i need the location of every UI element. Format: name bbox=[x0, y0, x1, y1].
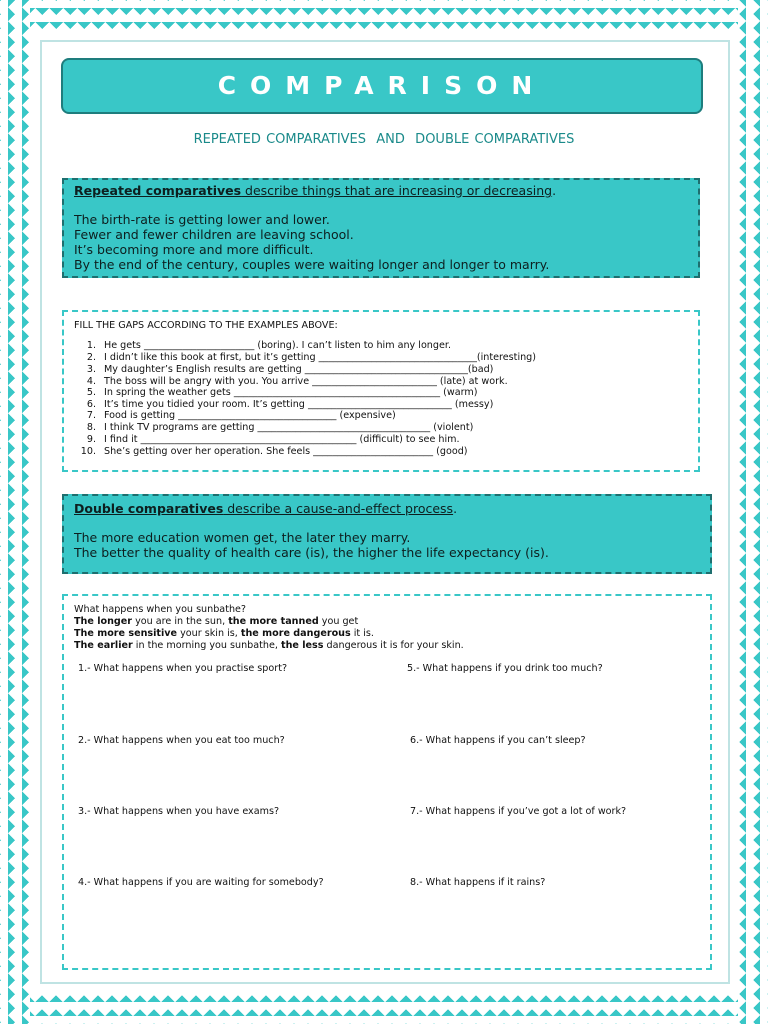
gap-item: 8. I think TV programs are getting ____________________________________ (violent) bbox=[86, 422, 474, 433]
zigzag-border-bottom bbox=[0, 994, 768, 1024]
repeated-example-2: Fewer and fewer children are leaving school. bbox=[74, 227, 354, 242]
fill-gaps-instruction: FILL THE GAPS ACCORDING TO THE EXAMPLES ABOVE: bbox=[74, 320, 338, 331]
question-1: 1.- What happens when you practise sport? bbox=[78, 663, 288, 674]
zigzag-border-top bbox=[0, 0, 768, 30]
sunbathe-example-3: The earlier in the morning you sunbathe, the less dangerous it is for your skin. bbox=[74, 640, 464, 651]
double-comparatives-box bbox=[62, 494, 712, 574]
repeated-example-1: The birth-rate is getting lower and lower. bbox=[74, 212, 330, 227]
question-2: 2.- What happens when you eat too much? bbox=[78, 735, 285, 746]
repeated-comparatives-box bbox=[62, 178, 700, 278]
fill-gaps-exercise-box bbox=[62, 310, 700, 472]
question-4: 4.- What happens if you are waiting for somebody? bbox=[78, 877, 324, 888]
double-term: Double comparatives bbox=[74, 501, 224, 516]
repeated-definition-text: describe things that are increasing or decreasing bbox=[241, 183, 553, 198]
zigzag-border-right bbox=[738, 0, 768, 1024]
questions-exercise-box bbox=[62, 594, 712, 970]
double-definition-text: describe a cause-and-effect process bbox=[223, 501, 454, 516]
zigzag-border-left bbox=[0, 0, 30, 1024]
double-definition: Double comparatives describe a cause-and-effect process. bbox=[74, 501, 458, 516]
gap-item: 5. In spring the weather gets ___________________________________________ (warm) bbox=[86, 387, 478, 398]
double-example-1: The more education women get, the later they marry. bbox=[74, 530, 411, 545]
question-8: 8.- What happens if it rains? bbox=[410, 877, 546, 888]
gap-item: 4. The boss will be angry with you. You arrive __________________________ (late) at work. bbox=[86, 376, 508, 387]
gap-item: 3. My daughter’s English results are getting __________________________________(bad) bbox=[86, 364, 494, 375]
gap-item: 10. She’s getting over her operation. She feels _________________________ (good) bbox=[80, 446, 468, 457]
gap-item: 2. I didn’t like this book at first, but it’s getting _________________________________(interesting) bbox=[86, 352, 537, 363]
gap-item: 1. He gets _______________________ (boring). I can’t listen to him any longer. bbox=[86, 340, 451, 351]
sunbathe-example-2: The more sensitive your skin is, the more dangerous it is. bbox=[74, 628, 374, 639]
page-title: COMPARISON bbox=[217, 71, 547, 100]
page-subtitle: REPEATED COMPARATIVES AND DOUBLE COMPARATIVES bbox=[193, 132, 575, 147]
question-3: 3.- What happens when you have exams? bbox=[78, 806, 280, 817]
repeated-definition: Repeated comparatives describe things that are increasing or decreasing. bbox=[74, 183, 557, 198]
sunbathe-intro: What happens when you sunbathe? bbox=[74, 604, 247, 615]
question-6: 6.- What happens if you can’t sleep? bbox=[410, 735, 586, 746]
question-7: 7.- What happens if you’ve got a lot of work? bbox=[410, 806, 627, 817]
gap-item: 9. I find it _____________________________________________ (difficult) to see him. bbox=[86, 434, 460, 445]
gap-item: 6. It’s time you tidied your room. It’s getting ______________________________ (messy) bbox=[86, 399, 494, 410]
repeated-example-4: By the end of the century, couples were waiting longer and longer to marry. bbox=[74, 257, 550, 272]
question-5: 5.- What happens if you drink too much? bbox=[407, 663, 603, 674]
double-example-2: The better the quality of health care (is), the higher the life expectancy (is). bbox=[74, 545, 549, 560]
gap-item: 7. Food is getting _________________________________ (expensive) bbox=[86, 410, 396, 421]
repeated-term: Repeated comparatives bbox=[74, 183, 242, 198]
repeated-example-3: It’s becoming more and more difficult. bbox=[74, 242, 314, 257]
sunbathe-example-1: The longer you are in the sun, the more tanned you get bbox=[74, 616, 359, 627]
title-banner bbox=[61, 58, 703, 114]
